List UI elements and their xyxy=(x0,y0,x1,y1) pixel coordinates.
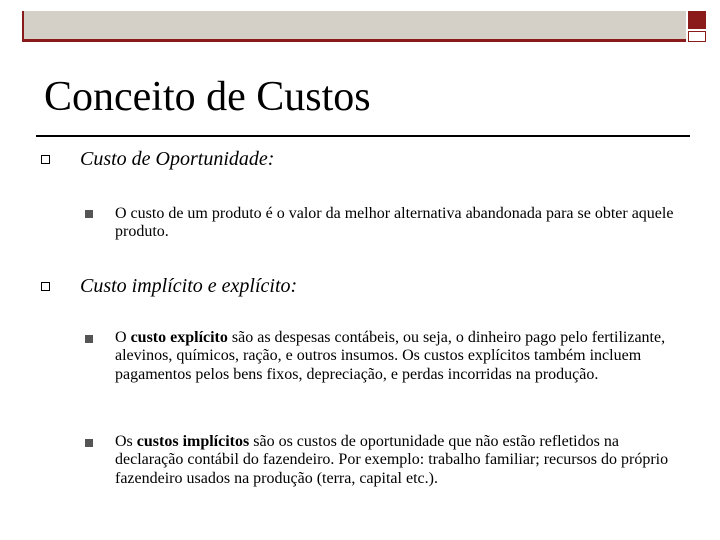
text-prefix: O xyxy=(115,329,131,346)
decor-square-filled xyxy=(688,11,706,29)
decor-square-outline xyxy=(688,31,706,42)
term-implicit-cost: custos implícitos xyxy=(136,433,250,450)
title-divider xyxy=(36,135,690,137)
filled-square-bullet-icon xyxy=(85,335,93,343)
term-explicit-cost: custo explícito xyxy=(130,329,228,346)
filled-square-bullet-icon xyxy=(85,210,93,218)
bullet-text-opportunity-cost: O custo de um produto é o valor da melhor alternativa abandonada para se obter aquele produto. xyxy=(115,205,674,241)
filled-square-bullet-icon xyxy=(85,439,93,447)
text-prefix: Os xyxy=(115,433,137,450)
header-bar-edge xyxy=(22,11,24,42)
bullet-text-explicit-cost xyxy=(115,329,685,384)
text-body: são os custos de oportunidade que não estão refletidos na declaração contábil do fazendeiro. Por exemplo: trabalho familiar; recursos do próprio fazendeiro usados na produção (terra, capital etc.). xyxy=(115,433,669,487)
hollow-square-bullet-icon xyxy=(41,282,50,291)
slide-title: Conceito de Custos xyxy=(44,74,371,120)
bullet-text-implicit-cost xyxy=(115,433,685,488)
hollow-square-bullet-icon xyxy=(41,155,50,164)
bullet-heading-implicit-explicit: Custo implícito e explícito: xyxy=(80,275,298,297)
text-body: são as despesas contábeis, ou seja, o dinheiro pago pelo fertilizante, alevinos, químicos, ração, e outros insumos. Os custos explícitos também incluem pagamentos pelos bens fixos, depreciação, e perdas incorridas na produção. xyxy=(115,329,666,383)
header-bar xyxy=(22,11,686,42)
bullet-heading-opportunity-cost: Custo de Oportunidade: xyxy=(80,148,275,170)
